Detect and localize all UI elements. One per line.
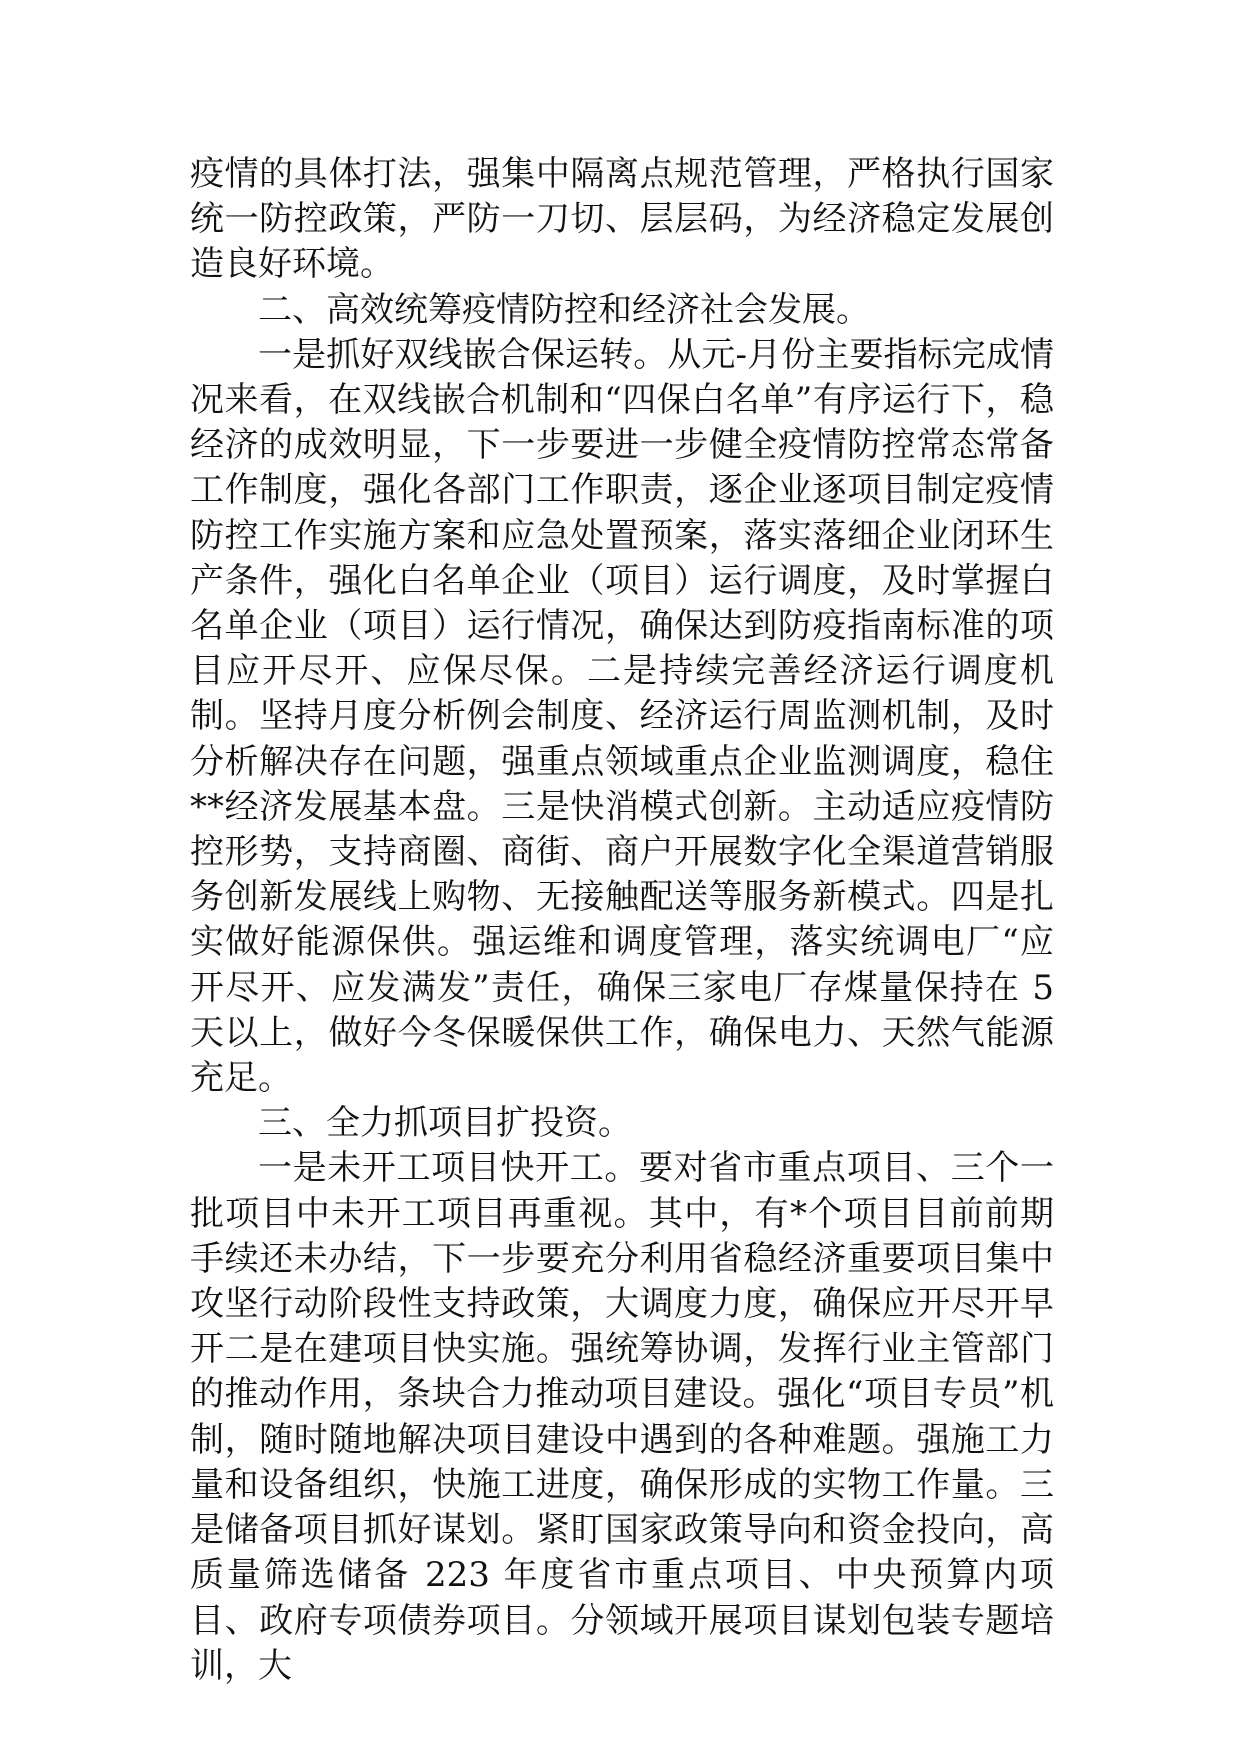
paragraph-section-2-body: 一是抓好双线嵌合保运转。从元-月份主要指标完成情况来看，在双线嵌合机制和“四保白名单”有序运行下，稳经济的成效明显，下一步要进一步健全疫情防控常态常备工作制度，强化各部门工作职责，逐企业逐项目制定疫情防控工作实施方案和应急处置预案，落实落细企业闭环生产条件，强化白名单企业（项目）运行调度，及时掌握白名单企业（项目）运行情况，确保达到防疫指南标准的项目应开尽开、应保尽保。二是持续完善经济运行调度机制。坚持月度分析例会制度、经济运行周监测机制，及时分析解决存在问题，强重点领域重点企业监测调度，稳住**经济发展基本盘。三是快消模式创新。主动适应疫情防控形势，支持商圈、商街、商户开展数字化全渠道营销服务创新发展线上购物、无接触配送等服务新模式。四是扎实做好能源保供。强运维和调度管理，落实统调电厂“应开尽开、应发满发”责任，确保三家电厂存煤量保持在 5 天以上，做好今冬保暖保供工作，确保电力、天然气能源充足。 [190,334,1054,1099]
paragraph-continuation: 疫情的具体打法，强集中隔离点规范管理，严格执行国家统一防控政策，严防一刀切、层层码，为经济稳定发展创造良好环境。 [190,154,1054,285]
section-heading-2: 二、高效统筹疫情防控和经济社会发展。 [258,289,870,330]
section-heading-3: 三、全力抓项目扩投资。 [258,1103,632,1144]
document-body [190,152,1054,1689]
paragraph-section-3-body: 一是未开工项目快开工。要对省市重点项目、三个一批项目中未开工项目再重视。其中，有*个项目目前前期手续还未办结，下一步要充分利用省稳经济重要项目集中攻坚行动阶段性支持政策，大调度力度，确保应开尽开早开二是在建项目快实施。强统筹协调，发挥行业主管部门的推动作用，条块合力推动项目建设。强化“项目专员”机制，随时随地解决项目建设中遇到的各种难题。强施工力量和设备组织，快施工进度，确保形成的实物工作量。三是储备项目抓好谋划。紧盯国家政策导向和资金投向，高质量筛选储备 223 年度省市重点项目、中央预算内项目、政府专项债券项目。分领域开展项目谋划包装专题培训，大 [190,1148,1054,1686]
